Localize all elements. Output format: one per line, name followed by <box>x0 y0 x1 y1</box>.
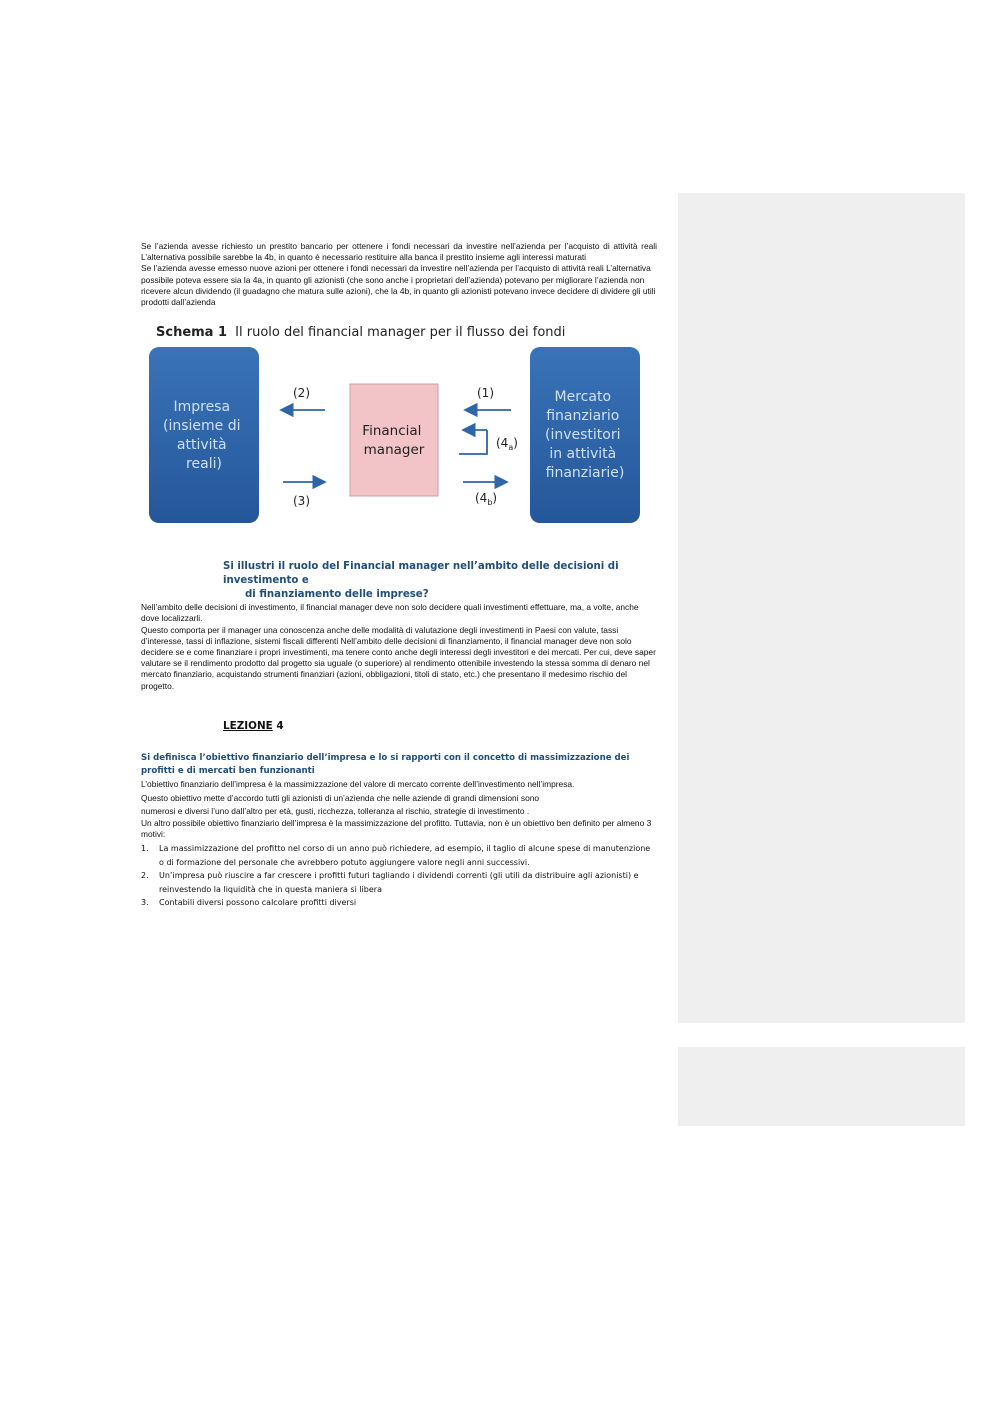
arrow-3-label: (3) <box>293 494 310 509</box>
question-1-line-2: di finanziamento delle imprese? <box>245 589 429 601</box>
arrow-4b-label: $(4_b)$ <box>475 491 498 508</box>
answer-2-paragraph-1: L’obiettivo finanziario dell’impresa è la massimizzazione del valore di mercato corrente dell’investimento nell’impresa. <box>141 778 575 789</box>
list-item: 3. Contabili diversi possono calcolare profitti diversi <box>141 898 357 908</box>
answer-2-paragraph-4: Un altro possibile obiettivo finanziario dell’impresa è la massimizzazione del profitto. Tuttavia, non è un obiettivo ben definito per almeno 3 motivi: <box>141 818 652 840</box>
lesson-word: LEZIONE <box>223 719 273 732</box>
comment-pane-lower <box>678 1047 965 1126</box>
answer-1-paragraph-1: Nell’ambito delle decisioni di investimento, il financial manager deve non solo decidere quali investimenti effettuare, ma, a volte, anche dove localizzarli. <box>141 602 639 624</box>
reasons-list <box>141 842 657 910</box>
list-item: 2. Un’impresa può riuscire a far crescere i profitti futuri tagliando i dividendi correnti (gli utili da distribuire agli azionisti) e reinvestendo la liquidità che in questa maniera si libera <box>141 871 639 894</box>
arrow-4a-label: $(4_a)$ <box>496 436 518 453</box>
answer-2-paragraph-3: numerosi e diversi l’uno dall’altro per età, gusti, ricchezza, tolleranza al rischio, strategie di investimento . <box>141 806 530 817</box>
comment-pane <box>678 193 965 1023</box>
schema-diagram <box>147 322 647 532</box>
schema-title-bold: Schema 1 <box>156 325 228 341</box>
question-1-line-1: Si illustri il ruolo del Financial manager nell’ambito delle decisioni di investimento e <box>223 561 619 587</box>
lesson-heading <box>223 720 657 732</box>
impresa-box <box>149 347 259 523</box>
list-item: 1. La massimizzazione del profitto nel corso di un anno può richiedere, ad esempio, il taglio di alcune spese di manutenzione o di formazione del personale che avrebbero potuto aggiungere valore negli anni successivi. <box>141 844 651 867</box>
question-2-heading: Si definisca l’obiettivo finanziario dell’impresa e lo si rapporti con il concetto di massimizzazione dei profitti e di mercati ben funzionanti <box>141 752 630 777</box>
question-1-heading <box>141 560 657 602</box>
mercato-label: Mercato finanziario (investitori in attività finanziarie) <box>545 389 625 482</box>
answer-2-paragraph-2: Questo obiettivo mette d’accordo tutti gli azionisti di un’azienda che nelle aziende di grandi dimensioni sono <box>141 793 540 804</box>
paragraph-new-shares: Se l’azienda avesse emesso nuove azioni per ottenere i fondi necessari da investire nell’azienda per l’acquisto di attività reali L’alternativa possibile poteva essere sia la 4a, in quanto gli azionisti (che sono anche i proprietari dell’azienda) potevano per migliorare l’azienda non ricevere alcun dividendo (il guadagno che matura sulle azioni), che la 4b, in quanto gli azionisti potevano invece decidere di dividere gli utili prodotti dall’azienda <box>141 263 656 308</box>
financial-manager-box <box>350 384 438 496</box>
arrow-4a <box>459 430 487 454</box>
schema-title-rest: Il ruolo del financial manager per il flusso dei fondi <box>235 325 566 341</box>
arrow-2-label: (2) <box>293 386 310 401</box>
arrow-1-label: (1) <box>477 386 494 401</box>
lesson-number: 4 <box>272 719 284 732</box>
schema-title <box>156 325 565 340</box>
paragraph-bank-loan: Se l’azienda avesse richiesto un prestito bancario per ottenere i fondi necessari da investire nell’azienda per l’acquisto di attività reali L’alternativa possibile sarebbe la 4b, in quanto è necessario restituire alla banca il prestito insieme agli interessi maturati <box>141 241 657 263</box>
schema-figure <box>147 322 647 532</box>
document-body <box>141 241 657 910</box>
answer-1-paragraph-2: Questo comporta per il manager una conoscenza anche delle modalità di valutazione degli investimenti in Paesi con valute, tassi d’interesse, tassi di inflazione, sistemi fiscali differenti Nell’ambito delle decisioni di finanziamento, il financial manager deve non solo decidere se e come finanziare i propri investimenti, ma tenere conto anche degli interessi degli investitori e dei mercati. Per cui, deve saper valutare se il rendimento prodotto dal progetto sia uguale (o superiore) al rendimento ottenibile investendo la stessa somma di denaro nel mercato finanziario, acquistando strumenti finanziari (azioni, obbligazioni, titoli di stato, etc.) che presentano il medesimo rischio del progetto. <box>141 624 656 691</box>
financial-manager-label: Financial manager <box>362 423 425 459</box>
impresa-label: Impresa (insieme di attività reali) <box>163 399 241 473</box>
